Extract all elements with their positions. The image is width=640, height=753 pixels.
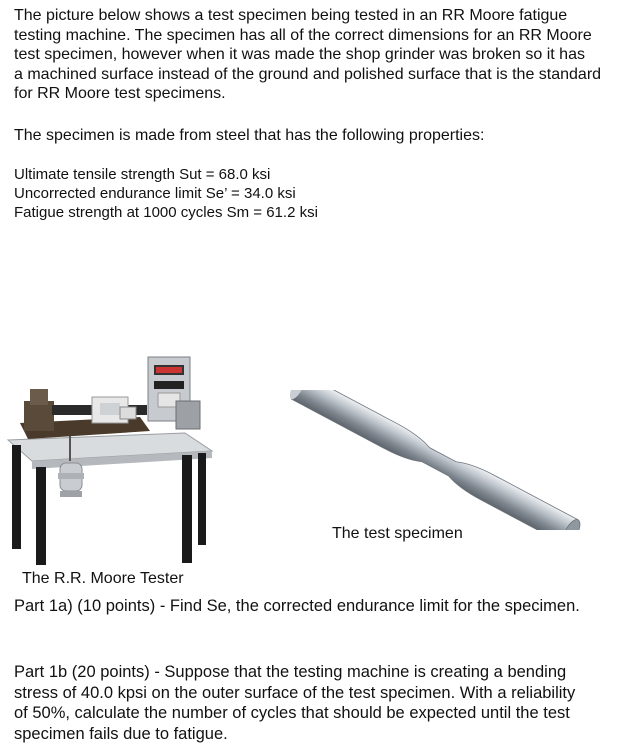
- rr-moore-tester-image: [0, 345, 220, 570]
- property-sm: Fatigue strength at 1000 cycles Sm = 61.2 ksi: [14, 204, 318, 221]
- properties-intro: The specimen is made from steel that has the following properties:: [14, 127, 485, 144]
- intro-line: a machined surface instead of the ground and polished surface that is the standard: [14, 65, 602, 83]
- intro-line: testing machine. The specimen has all of the correct dimensions for an RR Moore: [14, 26, 592, 44]
- part-1b-line: specimen fails due to fatigue.: [14, 724, 228, 743]
- part-1b-line: of 50%, calculate the number of cycles that should be expected until the test: [14, 704, 570, 722]
- property-se-uncorrected: Uncorrected endurance limit Se’ = 34.0 ksi: [14, 185, 296, 202]
- property-sut: Ultimate tensile strength Sut = 68.0 ksi: [14, 166, 271, 183]
- part-1b-line: Part 1b (20 points) - Suppose that the testing machine is creating a bending: [14, 663, 567, 681]
- intro-paragraph: [14, 6, 638, 104]
- part-1b-question: [14, 662, 638, 744]
- part-1b-line: stress of 40.0 kpsi on the outer surface of the test specimen. With a reliability: [14, 683, 576, 702]
- intro-line: for RR Moore test specimens.: [14, 85, 226, 102]
- test-specimen-image: [290, 390, 590, 530]
- tester-caption: The R.R. Moore Tester: [22, 570, 184, 587]
- properties-list: [14, 165, 638, 222]
- part-1a-question: Part 1a) (10 points) - Find Se, the corrected endurance limit for the specimen.: [14, 597, 580, 615]
- intro-line: The picture below shows a test specimen being tested in an RR Moore fatigue: [14, 7, 568, 24]
- intro-line: test specimen, however when it was made the shop grinder was broken so it has: [14, 46, 585, 63]
- specimen-caption: The test specimen: [332, 525, 463, 542]
